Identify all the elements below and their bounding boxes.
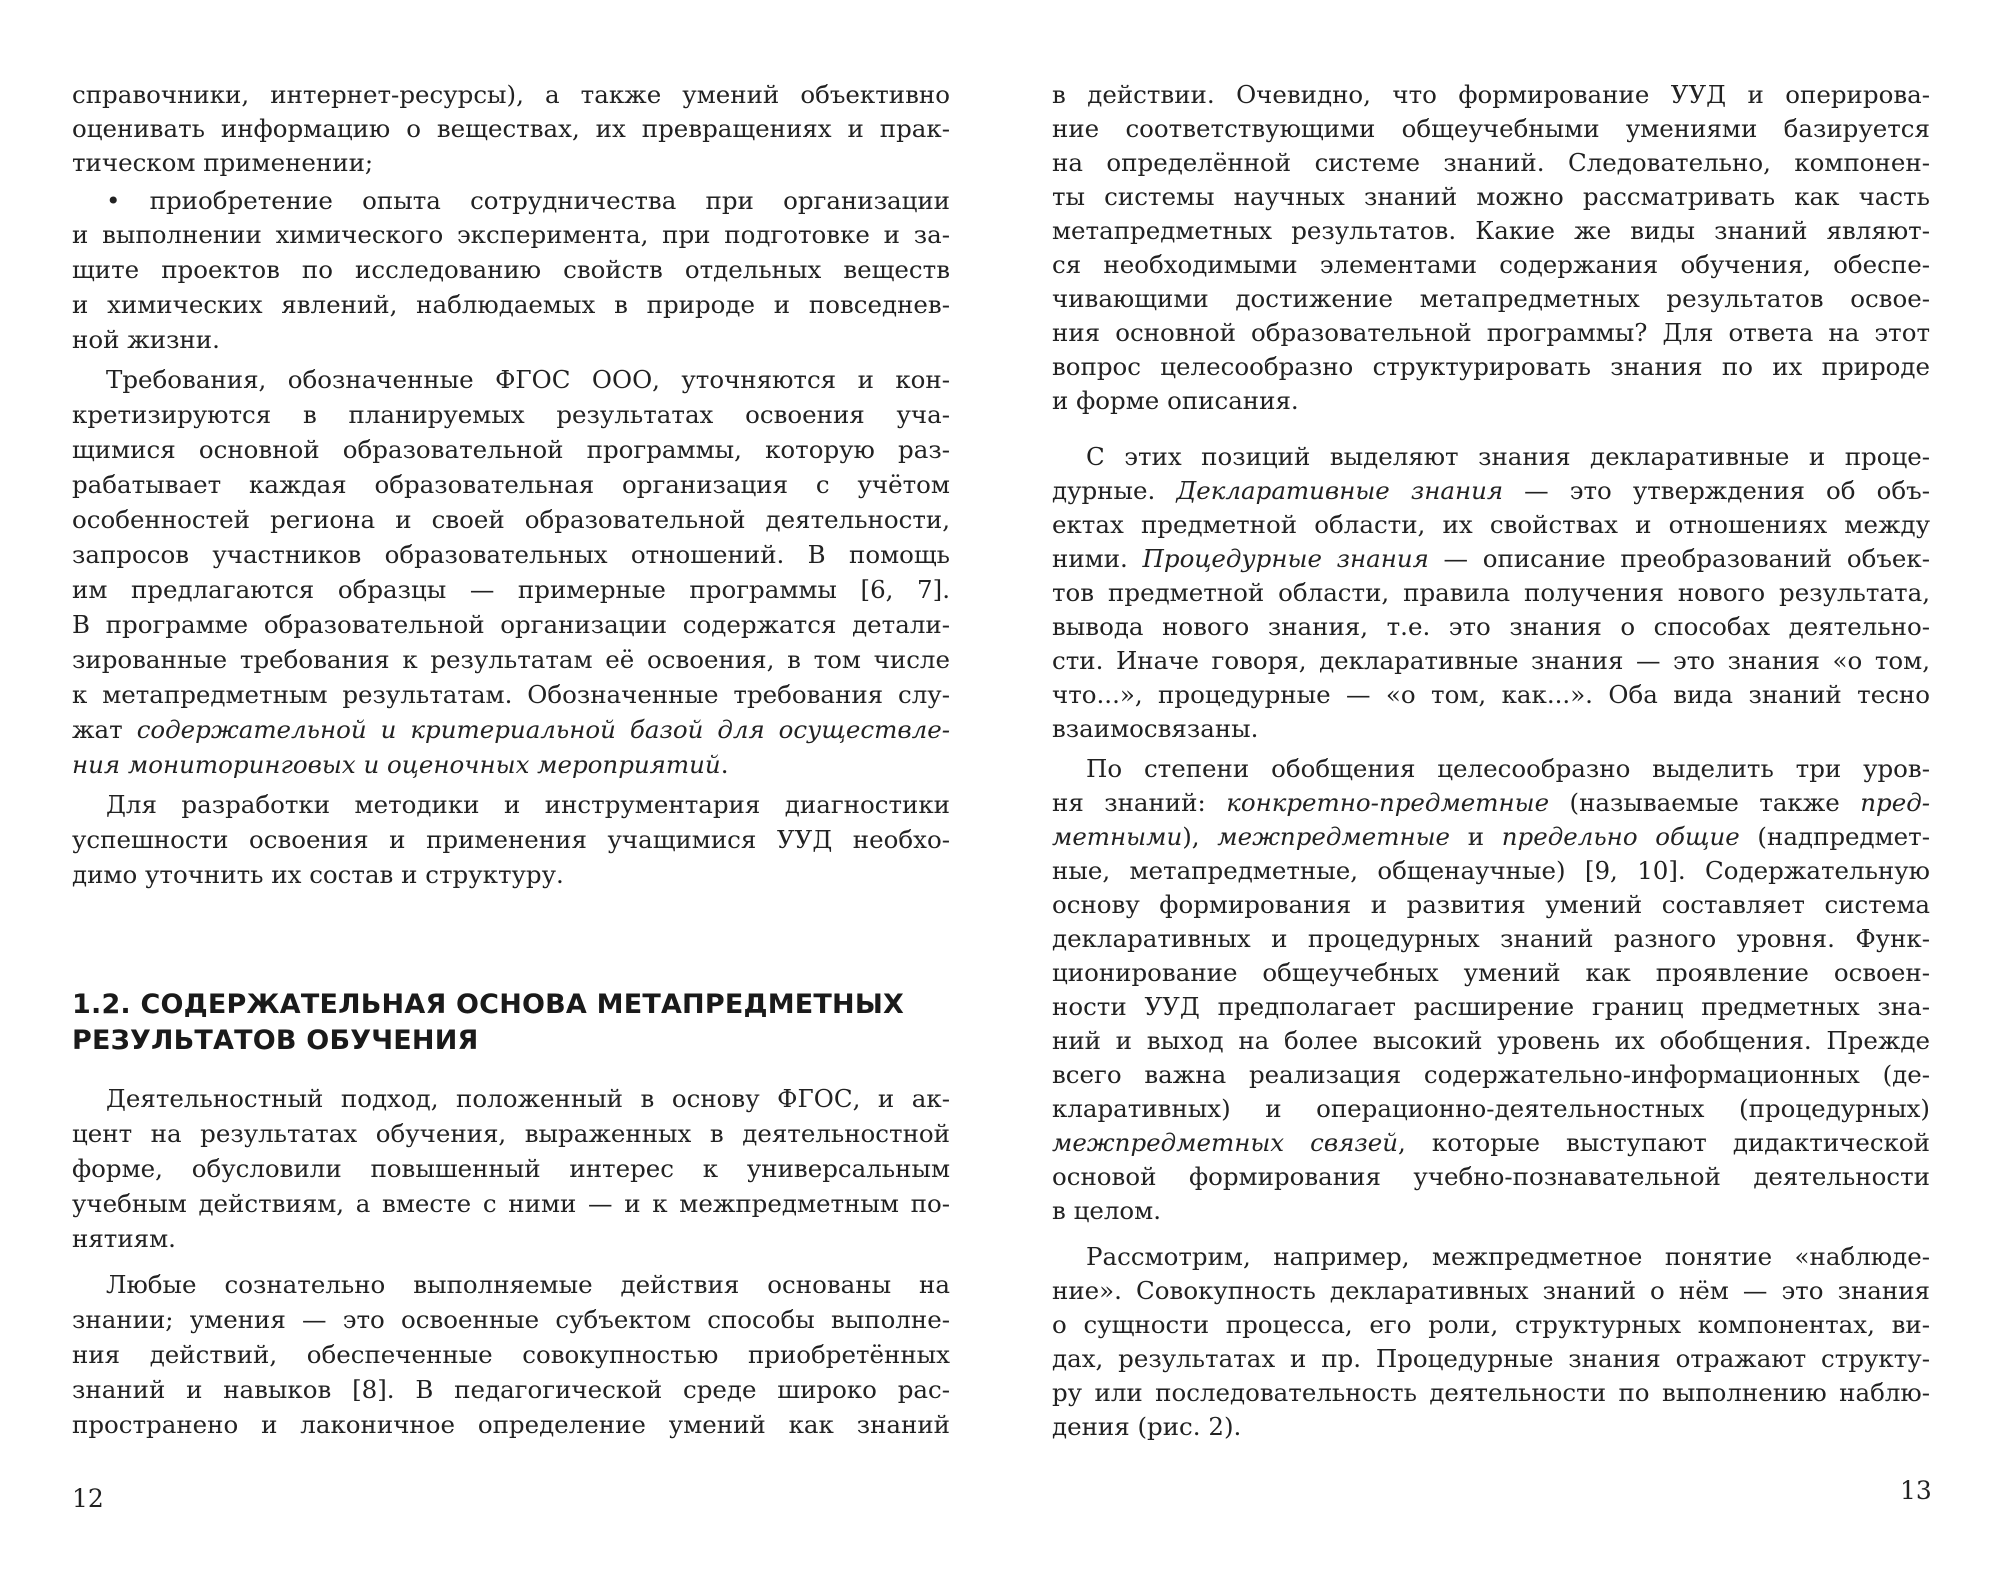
text-line: им предлагаются образцы — примерные программы [6, 7]. (72, 575, 950, 604)
text-line: щите проектов по исследованию свойств отдельных веществ (72, 255, 950, 284)
section-heading: РЕЗУЛЬТАТОВ ОБУЧЕНИЯ (72, 1025, 479, 1056)
text-line: ру или последовательность деятельности по выполнению наблю- (1052, 1378, 1930, 1407)
text-line: Рассмотрим, например, межпредметное понятие «наблюде- (1086, 1242, 1930, 1271)
italic-term: межпредметные (1217, 822, 1451, 851)
text-line: • приобретение опыта сотрудничества при организации (106, 186, 950, 215)
text-line: в целом. (1052, 1196, 1161, 1225)
text-line: чивающими достижение метапредметных результатов освое- (1052, 284, 1930, 313)
text-line: знаний и навыков [8]. В педагогической среде широко рас- (72, 1375, 950, 1404)
italic-term: конкретно-предметные (1226, 788, 1550, 817)
text-line: ности УУД предполагает расширение границ предметных зна- (1052, 992, 1930, 1021)
text-line: ционирование общеучебных умений как проявление освоен- (1052, 958, 1930, 987)
text-line: справочники, интернет-ресурсы), а также умений объективно (72, 80, 950, 109)
text-line: По степени обобщения целесообразно выделить три уров- (1086, 754, 1930, 783)
text-line: основой формирования учебно-познавательной деятельности (1052, 1162, 1930, 1191)
text-line: запросов участников образовательных отношений. В помощь (72, 540, 950, 569)
page-number: 12 (72, 1484, 104, 1513)
italic-text: ния мониторинговых и оценочных мероприятий (72, 750, 721, 779)
text-line: метными), межпредметные и предельно общие (надпредмет- (1052, 822, 1930, 851)
text-line: С этих позиций выделяют знания декларативные и проце- (1086, 442, 1930, 471)
text-line: что...», процедурные — «о том, как...». Оба вида знаний тесно (1052, 680, 1930, 709)
text-line: кретизируются в планируемых результатах освоения уча- (72, 400, 950, 429)
text-line: нятиям. (72, 1224, 176, 1253)
text-line: и форме описания. (1052, 386, 1299, 415)
text-line: особенностей региона и своей образовательной деятельности, (72, 505, 950, 534)
text-line: вопрос целесообразно структурировать знания по их природе (1052, 352, 1930, 381)
text-line: в действии. Очевидно, что формирование УУД и оперирова- (1052, 80, 1930, 109)
italic-text: содержательной и критериальной базой для осуществле- (136, 715, 950, 744)
text-line: ние соответствующими общеучебными умениями базируется (1052, 114, 1930, 143)
text-line: форме, обусловили повышенный интерес к универсальным (72, 1154, 950, 1183)
italic-term: Декларативные знания (1176, 476, 1504, 505)
text-line: Деятельностный подход, положенный в основу ФГОС, и ак- (106, 1084, 950, 1113)
text-line: сти. Иначе говоря, декларативные знания — это знания «о том, (1052, 646, 1930, 675)
text-line: к метапредметным результатам. Обозначенные требования слу- (72, 680, 950, 709)
text-line: ня знаний: конкретно-предметные (называемые также пред- (1052, 788, 1931, 817)
text-line: ектах предметной области, их свойствах и отношениях между (1052, 510, 1930, 539)
text-line: дах, результатах и пр. Процедурные знания отражают структу- (1052, 1344, 1930, 1373)
text-line: зированные требования к результатам её освоения, в том числе (72, 645, 950, 674)
text-line: Любые сознательно выполняемые действия основаны на (106, 1270, 950, 1299)
text-line: пространено и лаконичное определение умений как знаний (72, 1410, 950, 1439)
text-line: В программе образовательной организации содержатся детали- (72, 610, 950, 639)
text-line: Требования, обозначенные ФГОС ООО, уточняются и кон- (106, 365, 950, 394)
text-line: Для разработки методики и инструментария диагностики (106, 790, 950, 819)
italic-term: метными (1052, 822, 1183, 851)
text-line: рабатывает каждая образовательная организация с учётом (72, 470, 950, 499)
text-line: успешности освоения и применения учащимися УУД необхо- (72, 825, 950, 854)
text-line: на определённой системе знаний. Следовательно, компонен- (1052, 148, 1930, 177)
italic-term: Процедурные знания (1142, 544, 1429, 573)
text-line: и выполнении химического эксперимента, при подготовке и за- (72, 220, 950, 249)
text-line: всего важна реализация содержательно-информационных (де- (1052, 1060, 1930, 1089)
text-line: ся необходимыми элементами содержания обучения, обеспе- (1052, 250, 1930, 279)
text-line: вывода нового знания, т.е. это знания о способах деятельно- (1052, 612, 1930, 641)
text-line: тов предметной области, правила получения нового результата, (1052, 578, 1930, 607)
text-line: декларативных и процедурных знаний разного уровня. Функ- (1052, 924, 1930, 953)
page-number: 13 (1900, 1476, 1932, 1505)
text-line: дурные. Декларативные знания — это утверждения об объ- (1052, 476, 1930, 505)
text-line: димо уточнить их состав и структуру. (72, 860, 564, 889)
text-line: и химических явлений, наблюдаемых в природе и повседнев- (72, 290, 950, 319)
text-line: ний и выход на более высокий уровень их обобщения. Прежде (1052, 1026, 1930, 1055)
text-line: взаимосвязаны. (1052, 714, 1259, 743)
text-line: ния основной образовательной программы? Для ответа на этот (1052, 318, 1930, 347)
text-line: кларативных) и операционно-деятельностных (процедурных) (1052, 1094, 1930, 1123)
text-line: учебным действиям, а вместе с ними — и к межпредметным по- (72, 1189, 950, 1218)
text-line: ния мониторинговых и оценочных мероприятий. (72, 750, 729, 779)
text-line: оценивать информацию о веществах, их превращениях и прак- (72, 114, 950, 143)
text-line: ты системы научных знаний можно рассматривать как часть (1052, 182, 1930, 211)
text-line: ними. Процедурные знания — описание преобразований объек- (1052, 544, 1930, 573)
italic-term: пред- (1860, 788, 1931, 817)
text-line: основу формирования и развития умений составляет система (1052, 890, 1930, 919)
text-line: межпредметных связей, которые выступают дидактической (1052, 1128, 1930, 1157)
text-line: о сущности процесса, его роли, структурных компонентах, ви- (1052, 1310, 1930, 1339)
text-line: жат содержательной и критериальной базой для осуществле- (72, 715, 950, 744)
text-line: цент на результатах обучения, выраженных в деятельностной (72, 1119, 950, 1148)
text-line: метапредметных результатов. Какие же виды знаний являют- (1052, 216, 1930, 245)
italic-term: межпредметных связей (1052, 1128, 1399, 1157)
italic-term: предельно общие (1501, 822, 1740, 851)
text-line: тическом применении; (72, 148, 374, 177)
section-heading: 1.2. СОДЕРЖАТЕЛЬНАЯ ОСНОВА МЕТАПРЕДМЕТНЫХ (72, 989, 905, 1020)
text-line: дения (рис. 2). (1052, 1412, 1242, 1441)
text-line: знании; умения — это освоенные субъектом способы выполне- (72, 1305, 950, 1334)
text-line: ния действий, обеспеченные совокупностью приобретённых (72, 1340, 950, 1369)
text-line: щимися основной образовательной программы, которую раз- (72, 435, 950, 464)
text-line: ной жизни. (72, 325, 220, 354)
right-page (1000, 0, 2000, 1573)
text-line: ние». Совокупность декларативных знаний о нём — это знания (1052, 1276, 1930, 1305)
text-line: ные, метапредметные, общенаучные) [9, 10]. Содержательную (1052, 856, 1930, 885)
